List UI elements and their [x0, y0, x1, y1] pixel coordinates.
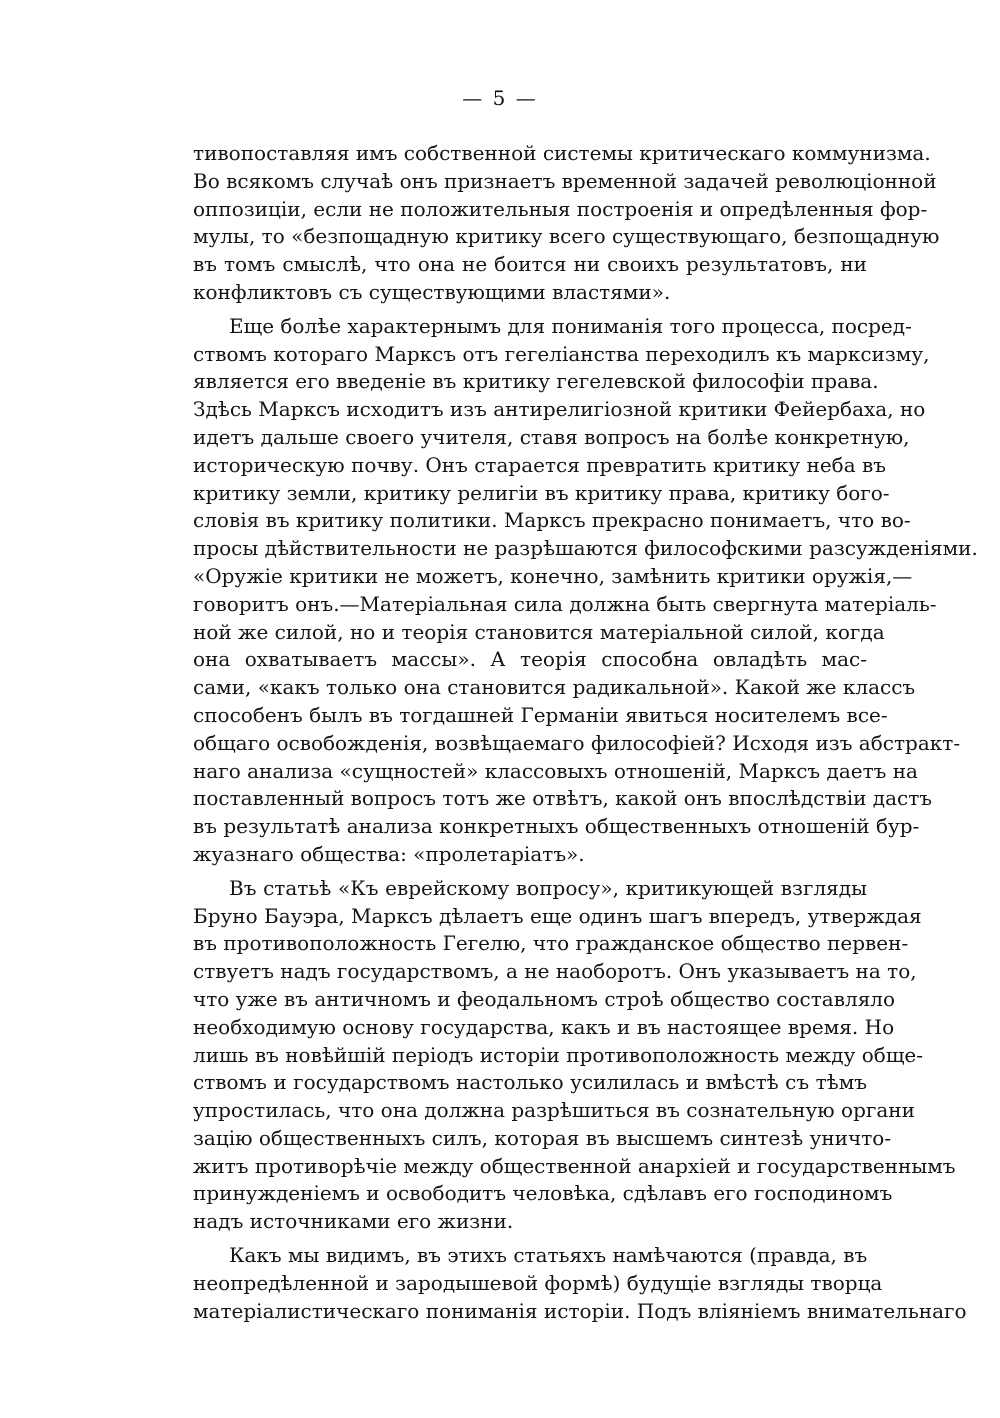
- text-line: Во всякомъ случаѣ онъ признаетъ временной задачей революціонной: [193, 168, 937, 193]
- text-line: наго анализа «сущностей» классовыхъ отношеній, Марксъ даетъ на: [193, 758, 918, 783]
- text-line: поставленный вопросъ тотъ же отвѣтъ, какой онъ впослѣдствіи дастъ: [193, 786, 933, 811]
- text-line: тивопоставляя имъ собственной системы критическаго коммунизма.: [193, 141, 931, 165]
- text-line: въ результатѣ анализа конкретныхъ общественныхъ отношеній бур-: [193, 814, 920, 839]
- text-line: житъ противорѣчіе между общественной анархіей и государственнымъ: [193, 1153, 956, 1178]
- text-line: просы дѣйствительности не разрѣшаются философскими разсужденіями.: [193, 536, 978, 561]
- body-text: [193, 140, 978, 1325]
- text-line: Здѣсь Марксъ исходитъ изъ антирелигіозной критики Фейербаха, но: [193, 397, 926, 422]
- text-line: способенъ былъ въ тогдашней Германіи явиться носителемъ все-: [193, 702, 888, 727]
- text-line: Какъ мы видимъ, въ этихъ статьяхъ намѣчаются (правда, въ: [229, 1243, 868, 1268]
- text-line: идетъ дальше своего учителя, ставя вопросъ на болѣе конкретную,: [193, 424, 910, 449]
- text-line: является его введеніе въ критику гегелевской философіи права.: [193, 369, 879, 394]
- text-line: надъ источниками его жизни.: [193, 1209, 514, 1234]
- text-line: мулы, то «безпощадную критику всего существующаго, безпощадную: [193, 224, 940, 249]
- text-line: Бруно Бауэра, Марксъ дѣлаетъ еще одинъ шагъ впередъ, утверждая: [193, 903, 922, 928]
- text-line: Въ статьѣ «Къ еврейскому вопросу», критикующей взгляды: [229, 875, 867, 900]
- text-line: жуазнаго общества: «пролетаріатъ».: [193, 841, 585, 866]
- text-line: конфликтовъ съ существующими властями».: [193, 279, 671, 304]
- paragraph-1: [193, 140, 940, 307]
- paragraph-3: [193, 875, 956, 1236]
- text-line: оппозиціи, если не положительныя построенія и опредѣленныя фор-: [193, 196, 928, 221]
- text-line: въ томъ смыслѣ, что она не боится ни своихъ результатовъ, ни: [193, 252, 867, 277]
- text-line: матеріалистическаго пониманія исторіи. Подъ вліяніемъ внимательнаго: [193, 1298, 967, 1323]
- text-line: историческую почву. Онъ старается превратить критику неба въ: [193, 452, 886, 477]
- text-line: ствуетъ надъ государствомъ, а не наоборотъ. Онъ указываетъ на то,: [193, 959, 917, 984]
- text-line: ствомъ и государствомъ настолько усилилась и вмѣстѣ съ тѣмъ: [193, 1070, 867, 1095]
- text-line: словія въ критику политики. Марксъ прекрасно понимаетъ, что во-: [193, 508, 911, 533]
- paragraph-4: [193, 1242, 967, 1325]
- text-line: принужденіемъ и освободитъ человѣка, сдѣлавъ его господиномъ: [193, 1181, 893, 1206]
- text-line: упростилась, что она должна разрѣшиться въ сознательную органи: [193, 1098, 915, 1123]
- text-line: она охватываетъ массы». А теорія способна овладѣть мас-: [193, 647, 867, 672]
- text-line: зацію общественныхъ силъ, которая въ высшемъ синтезѣ уничто-: [193, 1125, 892, 1150]
- text-line: говоритъ онъ.—Матеріальная сила должна быть свергнута матеріаль-: [193, 591, 937, 616]
- text-line: «Оружіе критики не можетъ, конечно, замѣнить критики оружія,—: [193, 563, 913, 588]
- text-line: критику земли, критику религіи въ критику права, критику бого-: [193, 480, 890, 505]
- text-line: необходимую основу государства, какъ и въ настоящее время. Но: [193, 1014, 895, 1039]
- text-line: ной же силой, но и теорія становится матеріальной силой, когда: [193, 619, 885, 644]
- paragraph-2: [193, 313, 978, 869]
- page-number: — 5 —: [462, 86, 538, 110]
- text-line: сами, «какъ только она становится радикальной». Какой же классъ: [193, 675, 916, 700]
- text-line: Еще болѣе характернымъ для пониманія того процесса, посред-: [229, 313, 912, 338]
- text-line: въ противоположность Гегелю, что гражданское общество первен-: [193, 931, 909, 956]
- text-line: общаго освобожденія, возвѣщаемаго философіей? Исходя изъ абстракт-: [193, 730, 961, 755]
- text-line: лишь въ новѣйшій періодъ исторіи противоположность между обще-: [193, 1042, 924, 1067]
- text-line: ствомъ котораго Марксъ отъ гегеліанства переходилъ къ марксизму,: [193, 341, 930, 366]
- text-line: что уже въ античномъ и феодальномъ строѣ общество составляло: [193, 986, 896, 1011]
- text-line: неопредѣленной и зародышевой формѣ) будущіе взгляды творца: [193, 1270, 883, 1295]
